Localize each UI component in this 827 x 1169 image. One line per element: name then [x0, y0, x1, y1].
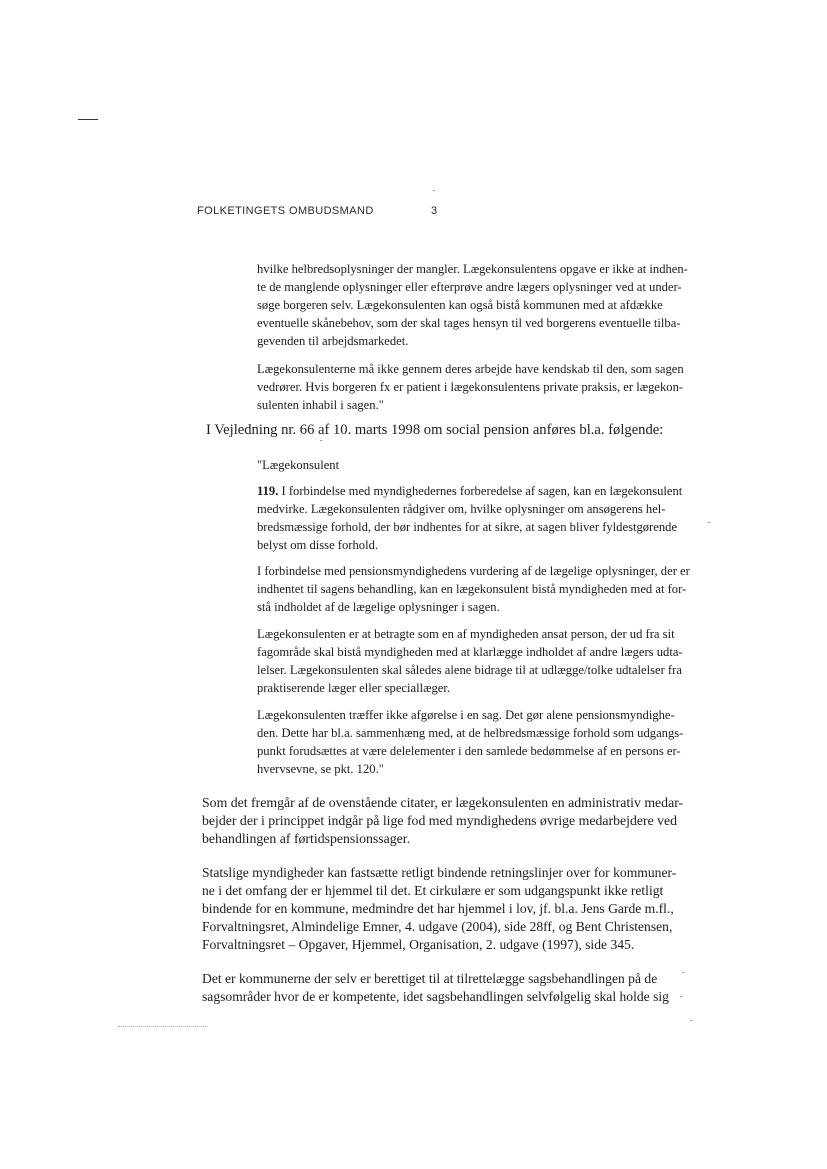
quote2-line: belyst om disse forhold.	[257, 538, 379, 552]
page-number: 3	[431, 205, 438, 217]
intro-line: I Vejledning nr. 66 af 10. marts 1998 om social pension anføres bl.a. følgende:	[206, 422, 664, 438]
quote1-line: eventuelle skånebehov, som der skal tages hensyn til ved borgerens eventuelle tilba-	[257, 316, 681, 330]
quote2-line: praktiserende læger eller speciallæger.	[257, 681, 451, 695]
scan-mark	[78, 119, 98, 120]
quote2-line: den. Dette har bl.a. sammenhæng med, at de helbredsmæssige forhold som udgangs-	[257, 726, 684, 740]
paragraph-number: 119.	[257, 484, 279, 498]
quote1-line: gevenden til arbejdsmarkedet.	[257, 334, 409, 348]
body-line: bejder der i princippet indgår på lige fod med myndighedens øvrige medarbejdere ved	[202, 813, 678, 828]
letterhead: FOLKETINGETS OMBUDSMAND	[197, 205, 374, 217]
quote2-line: lelser. Lægekonsulenten skal således alene bidrage til at udlægge/tolke udtalelser fra	[257, 663, 682, 677]
scan-speck	[680, 996, 682, 997]
quote2-line: I forbindelse med pensionsmyndighedens vurdering af de lægelige oplysninger, der er	[257, 564, 690, 578]
body-line: Det er kommunerne der selv er berettiget til at tilrettelægge sagsbehandlingen på de	[202, 971, 658, 986]
scan-speck	[708, 522, 710, 523]
body-line: bindende for en kommune, medmindre det har hjemmel i lov, jf. bl.a. Jens Garde m.fl.,	[202, 901, 674, 916]
quote2-line: punkt forudsættes at være delelementer i den samlede bedømmelse af en persons er-	[257, 744, 681, 758]
quote2-line: indhentet til sagens behandling, kan en lægekonsulent bistå myndigheden med at for-	[257, 582, 687, 596]
quote2-heading: "Lægekonsulent	[257, 458, 340, 472]
scan-speck	[682, 972, 684, 973]
quote1-line: søge borgeren selv. Lægekonsulenten kan også bistå kommunen med at afdække	[257, 298, 663, 312]
body-line: ne i det omfang der er hjemmel til det. Et cirkulære er som udgangspunkt ikke retligt	[202, 883, 664, 898]
body-line: Som det fremgår af de ovenstående citater, er lægekonsulenten en administrativ medar-	[202, 795, 684, 810]
body-line: Forvaltningsret – Opgaver, Hjemmel, Organisation, 2. udgave (1997), side 345.	[202, 937, 635, 952]
quote2-line: bredsmæssige forhold, der bør indhentes for at sikre, at sagen bliver fyldestgørende	[257, 520, 678, 534]
quote1-line: sulenten inhabil i sagen."	[257, 398, 384, 412]
quote2-line: hvervsevne, se pkt. 120."	[257, 762, 384, 776]
scan-speck	[690, 1020, 692, 1021]
quote2-line: medvirke. Lægekonsulenten rådgiver om, hvilke oplysninger om ansøgerens hel-	[257, 502, 666, 516]
quote2-line: fagområde skal bistå myndigheden med at klarlægge indholdet af andre lægers udta-	[257, 645, 683, 659]
quote2-line: stå indholdet af de lægelige oplysninger i sagen.	[257, 600, 500, 614]
body-line: Statslige myndigheder kan fastsætte retligt bindende retningslinjer over for kommuner-	[202, 865, 677, 880]
quote1-line: Lægekonsulenterne må ikke gennem deres arbejde have kendskab til den, som sagen	[257, 362, 684, 376]
quote2-line: Lægekonsulenten træffer ikke afgørelse i en sag. Det gør alene pensionsmyndighe-	[257, 708, 675, 722]
quote2-line: 119. I forbindelse med myndighedernes forberedelse af sagen, kan en lægekonsulent	[257, 484, 683, 498]
quote2-line: Lægekonsulenten er at betragte som en af myndigheden ansat person, der ud fra sit	[257, 627, 675, 641]
body-line: behandlingen af førtidspensionssager.	[202, 831, 411, 846]
quote1-line: hvilke helbredsoplysninger der mangler. Lægekonsulentens opgave er ikke at indhen-	[257, 262, 688, 276]
quote1-line: te de manglende oplysninger eller efterprøve andre lægers oplysninger ved at under-	[257, 280, 682, 294]
body-line: sagsområder hvor de er kompetente, idet sagsbehandlingen selvfølgelig skal holde sig	[202, 989, 669, 1004]
scan-speck	[320, 440, 322, 441]
scan-speck	[433, 190, 435, 191]
body-line: Forvaltningsret, Almindelige Emner, 4. udgave (2004), side 28ff, og Bent Christensen,	[202, 919, 673, 934]
quote1-line: vedrører. Hvis borgeren fx er patient i lægekonsulentens private praksis, er lægekon-	[257, 380, 684, 394]
scan-smudge	[118, 1026, 208, 1027]
